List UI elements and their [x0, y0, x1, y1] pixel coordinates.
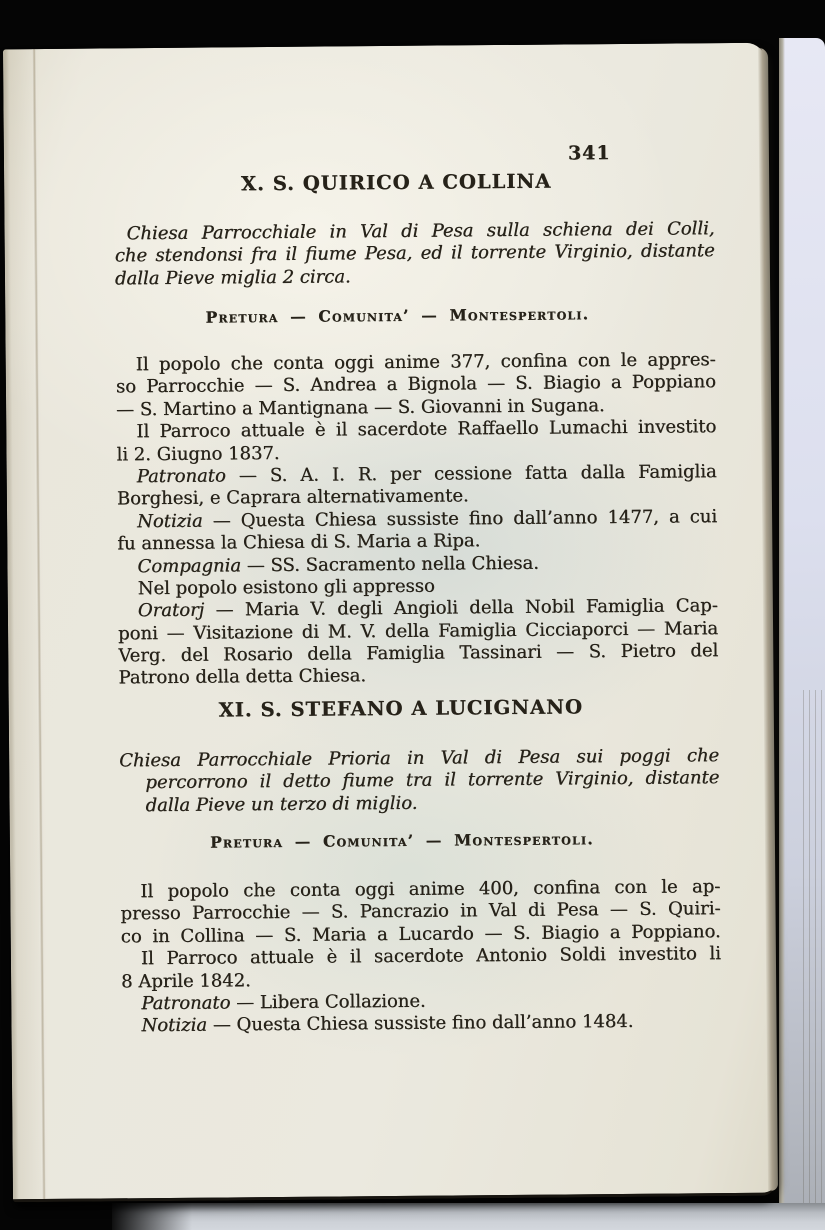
text-line: percorrono il detto fiume tra il torrente Virginio, distante: [145, 767, 720, 794]
term-emphasis: Oratorj: [137, 599, 205, 622]
term-emphasis: Patronato: [141, 992, 231, 1015]
text-line: Il Parroco attuale è il sacerdote Raffaello Lumachi investito: [136, 416, 717, 443]
section-xi-intro: [119, 745, 720, 817]
page-stack-bottom-edge: [112, 1203, 825, 1230]
text-line: li 2. Giugno 1837.: [116, 442, 280, 465]
text-line: dalla Pieve miglia 2 circa.: [114, 266, 351, 290]
text-line: presso Parrocchie — S. Pancrazio in Val di Pesa — S. Quiri-: [120, 898, 721, 925]
section-heading-xi: XI. S. STEFANO A LUCIGNANO: [218, 695, 583, 722]
text-line: Borghesi, e Caprara alternativamente.: [116, 485, 469, 510]
text-line-rest: — SS. Sacramento nella Chiesa.: [240, 552, 539, 576]
section-heading-x: X. S. QUIRICO A COLLINA: [240, 169, 552, 196]
text-line: — S. Martino a Mantignana — S. Giovanni in Sugana.: [116, 394, 605, 421]
jurisdiction-line: Pretura — Comunita’ — Montespertoli.: [205, 304, 590, 327]
text-line: Il Parroco attuale è il sacerdote Antonio Soldi investito li: [140, 943, 721, 970]
text-line-rest: — S. A. I. R. per cessione fatta dalla Famiglia: [225, 461, 717, 487]
jurisdiction-line: Pretura — Comunita’ — Montespertoli.: [209, 829, 594, 852]
text-line: Nel popolo esistono gli appresso: [137, 575, 435, 600]
term-emphasis: Compagnia: [137, 554, 242, 577]
text-line: Il popolo che conta oggi anime 377, confina con le appres-: [135, 349, 716, 376]
text-line: 8 Aprile 1842.: [121, 969, 251, 992]
text-line: dalla Pieve un terzo di miglio.: [145, 792, 418, 816]
text-line: Verg. del Rosario della Famiglia Tassinari — S. Pietro del: [118, 640, 719, 667]
book-page: [3, 43, 776, 1203]
text-line: [121, 1010, 721, 1038]
text-line: Chiesa Parrocchiale Prioria in Val di Pesa sui poggi che: [119, 745, 720, 772]
section-x-intro: [115, 218, 716, 290]
term-emphasis: Patronato: [136, 465, 226, 488]
text-line: Patrono della detta Chiesa.: [118, 665, 367, 689]
term-emphasis: Notizia: [141, 1014, 208, 1037]
text-line: fu annessa la Chiesa di S. Maria a Ripa.: [117, 530, 481, 555]
text-line-rest: — Libera Collazione.: [230, 990, 426, 1014]
text-line: poni — Visitazione di M. V. della Famiglia Cicciaporci — Maria: [117, 617, 719, 645]
section-xi-body: [120, 876, 721, 1038]
text-line: Il popolo che conta oggi anime 400, confina con le ap-: [140, 876, 721, 903]
text-line: co in Collina — S. Maria a Lucardo — S. Biagio a Poppiano.: [120, 920, 721, 948]
term-emphasis: Notizia: [137, 510, 203, 532]
text-line-rest: — Questa Chiesa sussiste fino dall’anno 1477, a cui: [202, 505, 718, 532]
page-stack-right-edge: [779, 38, 825, 1230]
text-line: che stendonsi fra il fiume Pesa, ed il torrente Virginio, distante: [114, 240, 715, 267]
text-line: Chiesa Parrocchiale in Val di Pesa sulla schiena dei Colli,: [126, 218, 715, 245]
text-line-rest: — Maria V. degli Angioli della Nobil Famiglia Cap-: [204, 595, 718, 621]
section-x-body: [116, 349, 719, 690]
page-number: 341: [567, 142, 611, 165]
text-line-rest: — Questa Chiesa sussiste fino dall’anno 1484.: [206, 1011, 634, 1036]
text-line: so Parrocchie — S. Andrea a Bignola — S. Biagio a Poppiano: [115, 371, 717, 398]
